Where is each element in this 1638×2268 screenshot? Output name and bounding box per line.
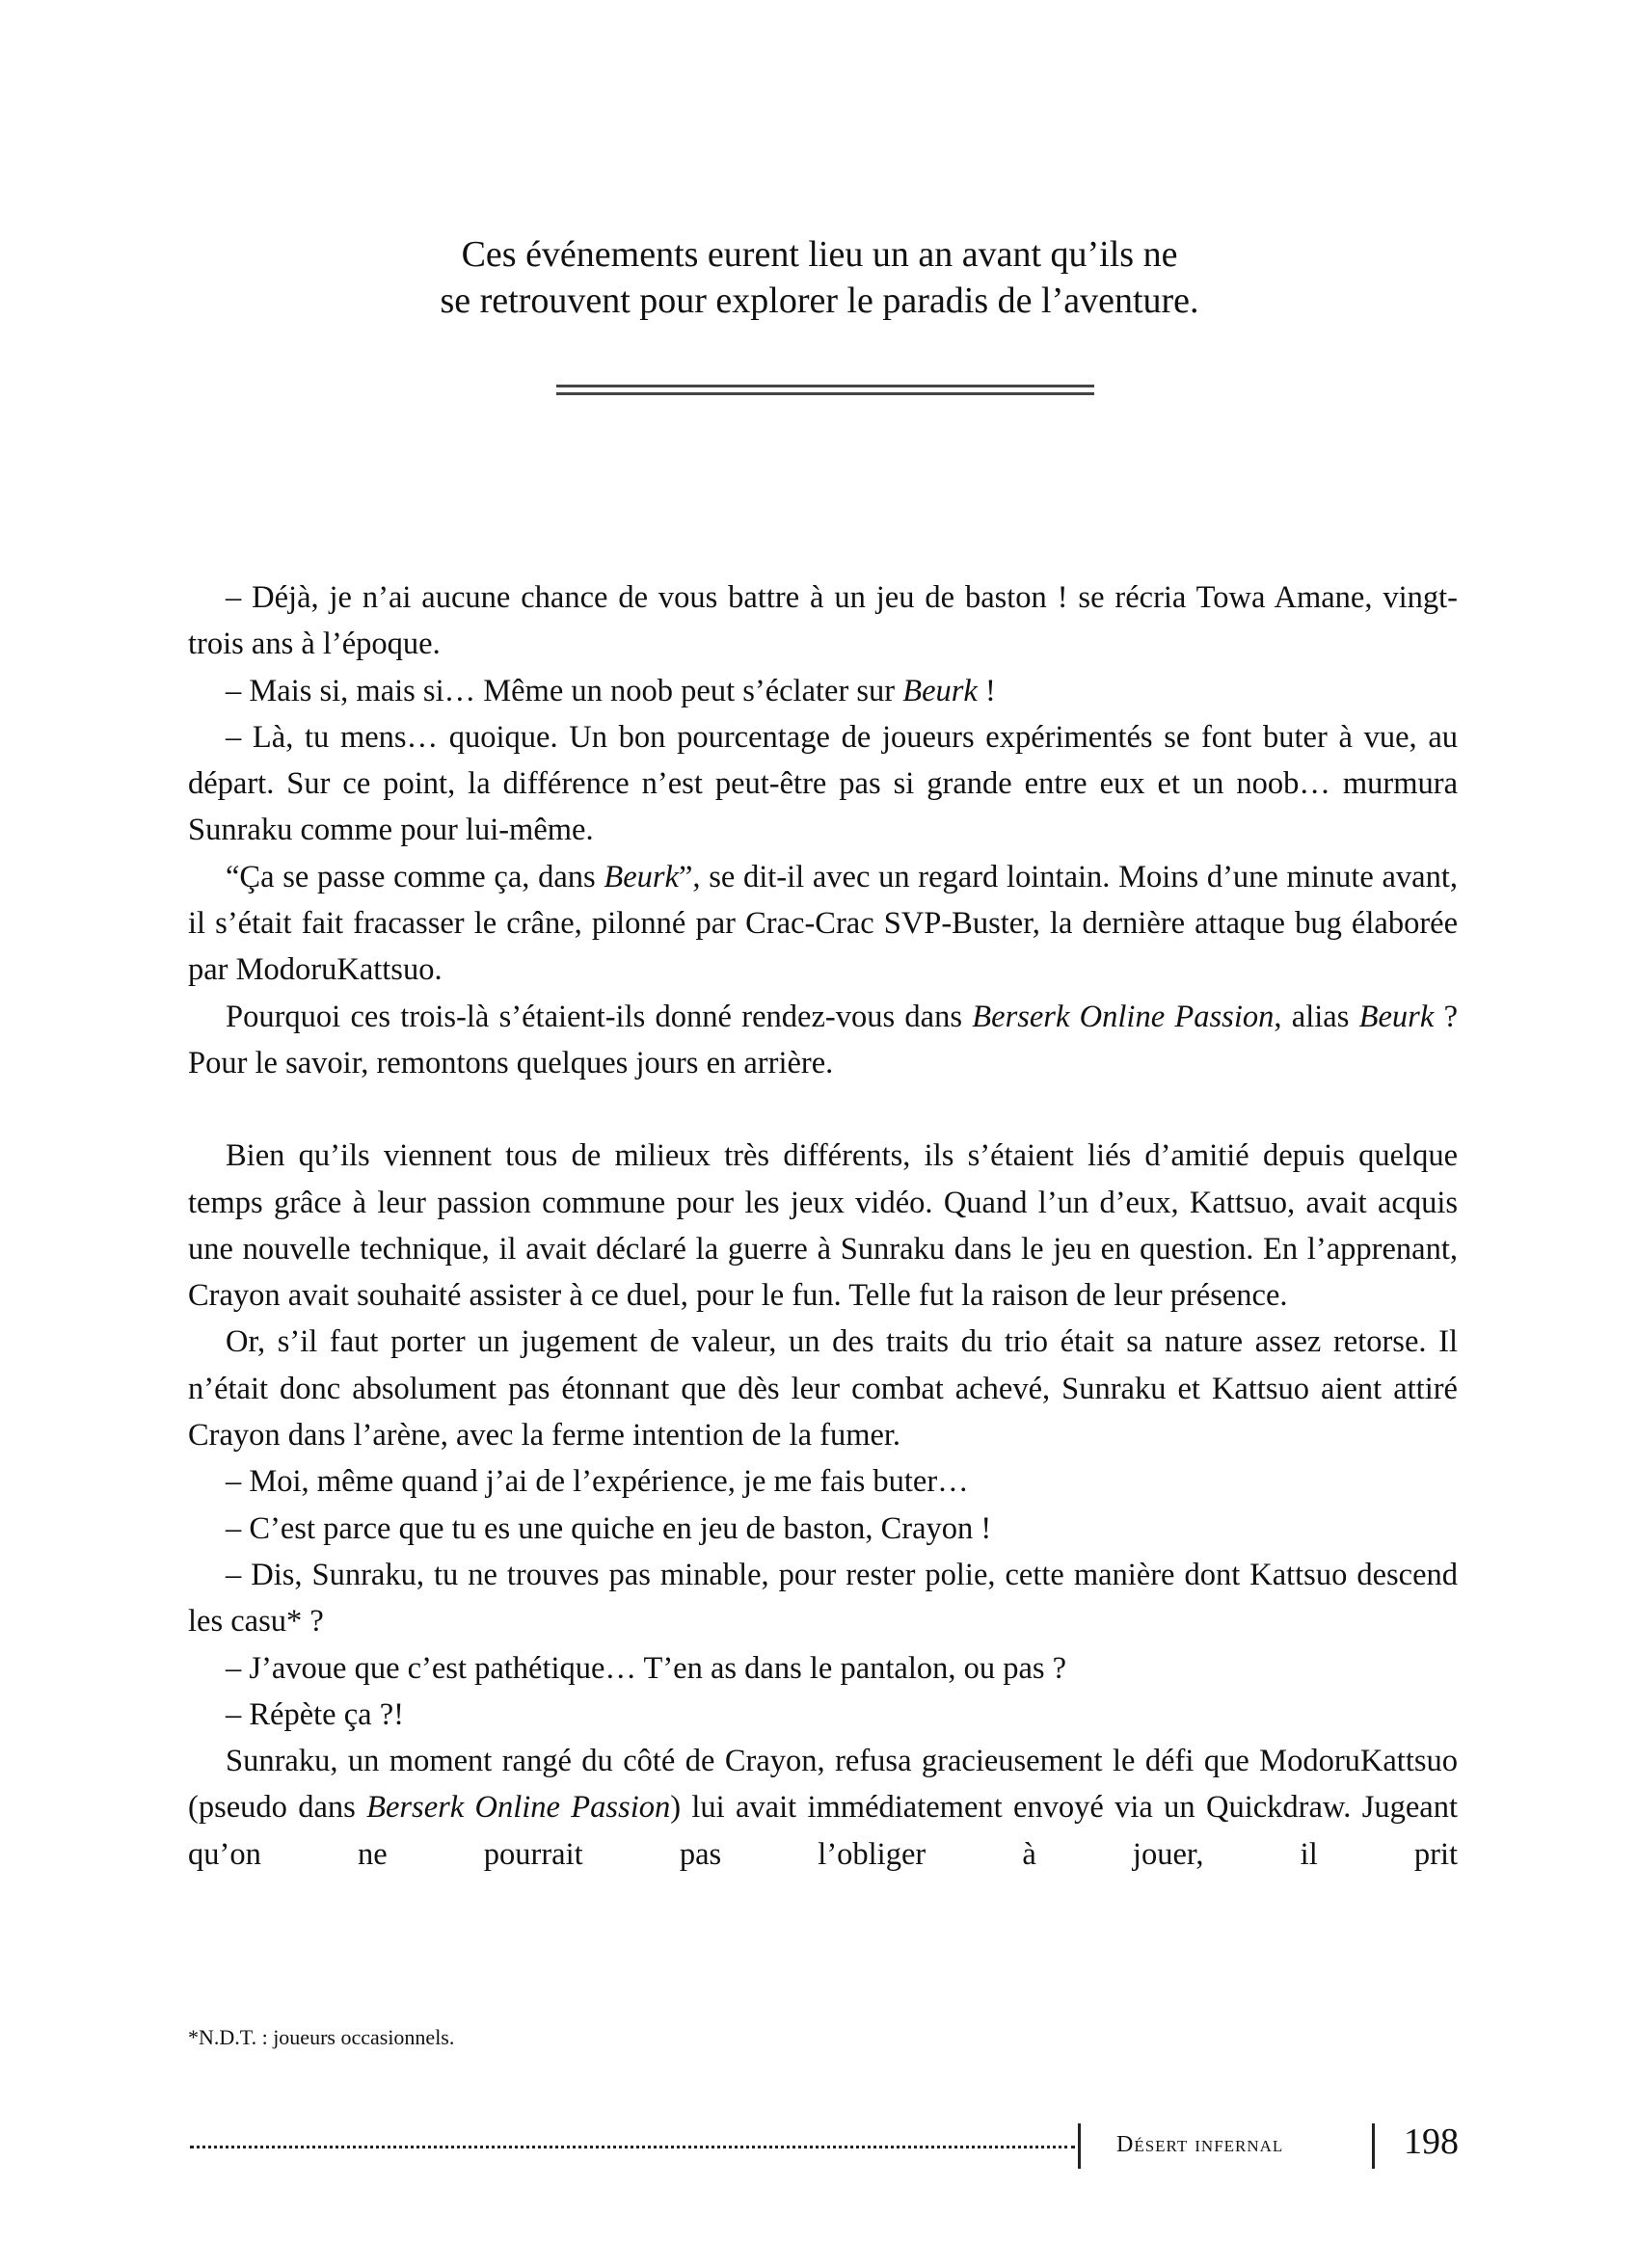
paragraph: [188, 994, 1458, 1087]
epigraph: [289, 231, 1350, 324]
paragraph: [188, 1552, 1458, 1645]
text-run: , alias: [1274, 999, 1359, 1034]
epigraph-line: se retrouvent pour explorer le paradis de l’aventure.: [440, 280, 1199, 321]
divider-rule-bottom: [556, 392, 1094, 395]
paragraph: [188, 1319, 1458, 1458]
paragraph: [188, 1692, 1458, 1738]
text-run: !: [977, 673, 996, 708]
paragraph: [188, 1133, 1458, 1319]
dialogue-text: – Dis, Sunraku, tu ne trouves pas minable, pour rester polie, cette manière dont Kattsuo descend les casu* ?: [188, 1557, 1458, 1640]
dialogue-text: – J’avoue que c’est pathétique… T’en as dans le pantalon, ou pas ?: [226, 1650, 1067, 1686]
paragraph: [188, 1506, 1458, 1552]
footnote: *N.D.T. : joueurs occasionnels.: [188, 2025, 455, 2049]
paragraph: [188, 714, 1458, 854]
text-run: ) lui avait immédiatement envoyé via un Quickdraw. Jugeant qu’on ne pourrait pas l’obliger à jouer, il prit: [188, 1790, 1459, 1872]
text-run: ”, se dit-il avec un regard lointain. Moins d’une minute avant, il s’était fait fracasser le crâne, pilonné par Crac-Crac SVP-Buster, la dernière attaque bug élaborée par ModoruKattsuo.: [188, 859, 1459, 988]
text-run: ? Pour le savoir, remontons quelques jours en arrière.: [188, 999, 1458, 1081]
dialogue-text: – Là, tu mens… quoique. Un bon pourcentage de joueurs expérimentés se font buter à vue, au départ. Sur ce point, la différence n’est peut-être pas si grande entre eux et un noob… murmura Sunraku comme pour lui-même.: [188, 719, 1458, 848]
narration-text: Bien qu’ils viennent tous de milieux très différents, ils s’étaient liés d’amitié depuis quelque temps grâce à leur passion commune pour les jeux vidéo. Quand l’un d’eux, Kattsuo, avait acquis une nouvelle technique, il avait déclaré la guerre à Sunraku dans le jeu en question. En l’apprenant, Crayon avait souhaité assister à ce duel, pour le fun. Telle fut la raison de leur présence.: [188, 1138, 1458, 1314]
text-run: Pourquoi ces trois-là s’étaient-ils donné rendez-vous dans: [226, 999, 973, 1034]
text-run: “Ça se passe comme ça, dans: [226, 859, 604, 894]
paragraph: [188, 668, 1458, 714]
paragraph: [188, 854, 1458, 994]
italic-title: Beurk: [902, 673, 978, 708]
paragraph: [188, 574, 1458, 668]
italic-title: Berserk Online Passion: [366, 1790, 671, 1826]
italic-title: Beurk: [1358, 999, 1435, 1034]
body-text: [188, 574, 1458, 1878]
dialogue-text: – Moi, même quand j’ai de l’expérience, je me fais buter…: [226, 1464, 969, 1500]
text-run: Sunraku, un moment rangé du côté de Crayon, refusa gracieusement le défi que ModoruKattsuo (pseudo dans: [188, 1744, 1458, 1826]
page-number: 198: [1404, 2121, 1459, 2162]
epigraph-line: Ces événements eurent lieu un an avant qu’ils ne: [461, 234, 1178, 275]
paragraph: [188, 1645, 1458, 1692]
footer-separator: [1372, 2123, 1375, 2169]
dialogue-text: – C’est parce que tu es une quiche en jeu de baston, Crayon !: [226, 1510, 992, 1546]
italic-title: Beurk: [604, 859, 679, 894]
text-run: – Mais si, mais si… Même un noob peut s’éclater sur: [226, 673, 903, 708]
dialogue-text: – Répète ça ?!: [226, 1696, 404, 1732]
paragraph: [188, 1738, 1458, 1878]
footer-separator: [1078, 2123, 1081, 2169]
running-chapter-title: Désert infernal: [1116, 2132, 1284, 2157]
italic-title: Berserk Online Passion: [972, 999, 1275, 1034]
footer-dotted-rule: [190, 2146, 1075, 2148]
section-divider: [556, 385, 1094, 396]
narration-text: Or, s’il faut porter un jugement de valeur, un des traits du trio était sa nature assez retorse. Il n’était donc absolument pas étonnant que dès leur combat achevé, Sunraku et Kattsuo aient attiré Crayon dans l’arène, avec la ferme intention de la fumer.: [188, 1324, 1458, 1454]
dialogue-text: – Déjà, je n’ai aucune chance de vous battre à un jeu de baston ! se récria Towa Amane, vingt-trois ans à l’époque.: [188, 580, 1458, 662]
paragraph: [188, 1458, 1458, 1505]
divider-rule-top: [556, 385, 1094, 387]
